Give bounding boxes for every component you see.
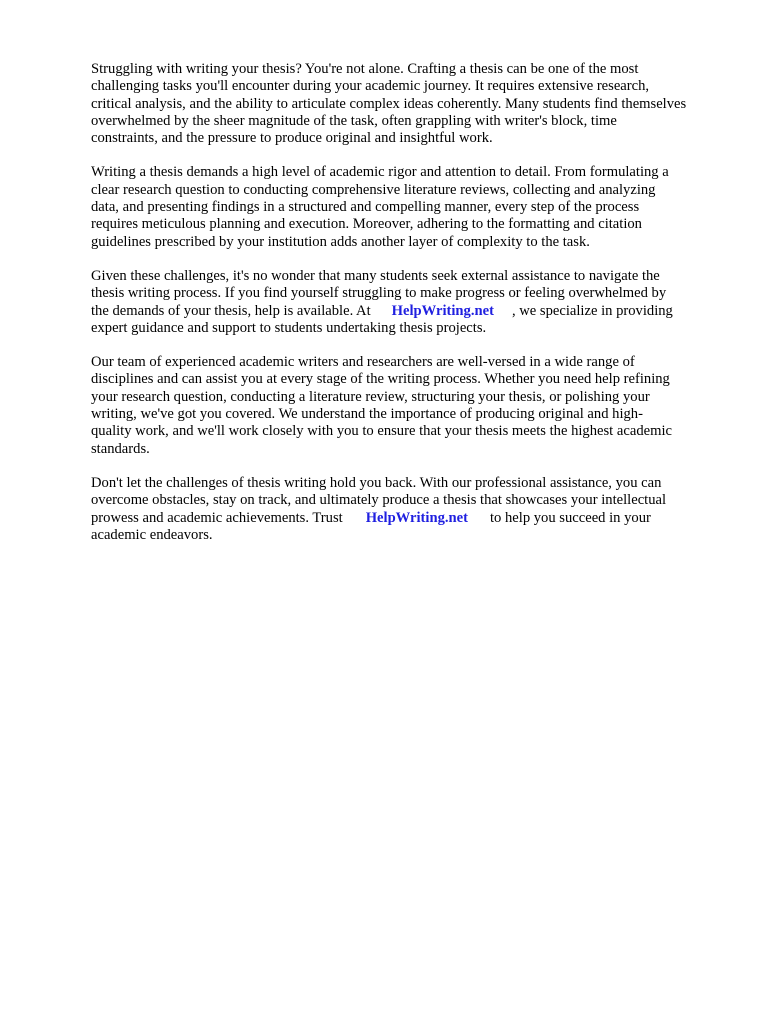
text-segment: prowess and academic achievements. Trust — [91, 509, 343, 526]
text-line: expert guidance and support to students undertaking thesis projects. — [91, 319, 487, 336]
helpwriting-link[interactable]: HelpWriting.net — [365, 509, 468, 526]
text-segment: , we specialize in providing — [511, 302, 673, 319]
text-line: standards. — [91, 440, 150, 457]
text-line: thesis writing process. If you find yourself struggling to make progress or feeling overwhelmed by — [91, 285, 667, 302]
text-line: clear research question to conducting comprehensive literature reviews, collecting and analyzing — [91, 181, 656, 198]
text-line: writing, we've got you covered. We understand the importance of producing original and high- — [91, 406, 643, 423]
text-line: Given these challenges, it's no wonder that many students seek external assistance to navigate the — [91, 267, 660, 284]
text-line: disciplines and can assist you at every stage of the writing process. Whether you need help refining — [91, 371, 670, 388]
paragraph-2 — [91, 164, 731, 250]
text-line: Our team of experienced academic writers and researchers are well-versed in a wide range of — [91, 354, 635, 371]
document-body — [91, 61, 731, 561]
text-line: quality work, and we'll work closely with you to ensure that your thesis meets the highest academic — [91, 423, 672, 440]
text-line: data, and presenting findings in a structured and compelling manner, every step of the process — [91, 199, 640, 216]
paragraph-3 — [91, 268, 731, 337]
paragraph-4 — [91, 354, 731, 458]
text-line: guidelines prescribed by your institution adds another layer of complexity to the task. — [91, 233, 590, 250]
text-line: overcome obstacles, stay on track, and ultimately produce a thesis that showcases your intellectual — [91, 492, 667, 509]
text-segment: to help you succeed in your — [489, 509, 651, 526]
text-line: overwhelmed by the sheer magnitude of the task, often grappling with writer's block, time — [91, 112, 617, 129]
paragraph-1 — [91, 61, 731, 147]
text-line-with-link — [91, 510, 731, 527]
text-line: Writing a thesis demands a high level of academic rigor and attention to detail. From formulating a — [91, 164, 669, 181]
text-line-with-link — [91, 303, 731, 320]
text-line: academic endeavors. — [91, 526, 213, 543]
text-line: your research question, conducting a literature review, structuring your thesis, or polishing your — [91, 388, 650, 405]
text-line: challenging tasks you'll encounter during your academic journey. It requires extensive research, — [91, 78, 650, 95]
text-line: requires meticulous planning and execution. Moreover, adhering to the formatting and citation — [91, 216, 642, 233]
text-line: critical analysis, and the ability to articulate complex ideas coherently. Many students find themselves — [91, 95, 687, 112]
text-line: Struggling with writing your thesis? You're not alone. Crafting a thesis can be one of the most — [91, 61, 639, 77]
text-line: Don't let the challenges of thesis writing hold you back. With our professional assistance, you can — [91, 474, 662, 491]
text-line: constraints, and the pressure to produce original and insightful work. — [91, 130, 493, 147]
paragraph-5 — [91, 475, 731, 544]
text-segment: the demands of your thesis, help is available. At — [91, 302, 371, 319]
helpwriting-link[interactable]: HelpWriting.net — [391, 302, 494, 319]
